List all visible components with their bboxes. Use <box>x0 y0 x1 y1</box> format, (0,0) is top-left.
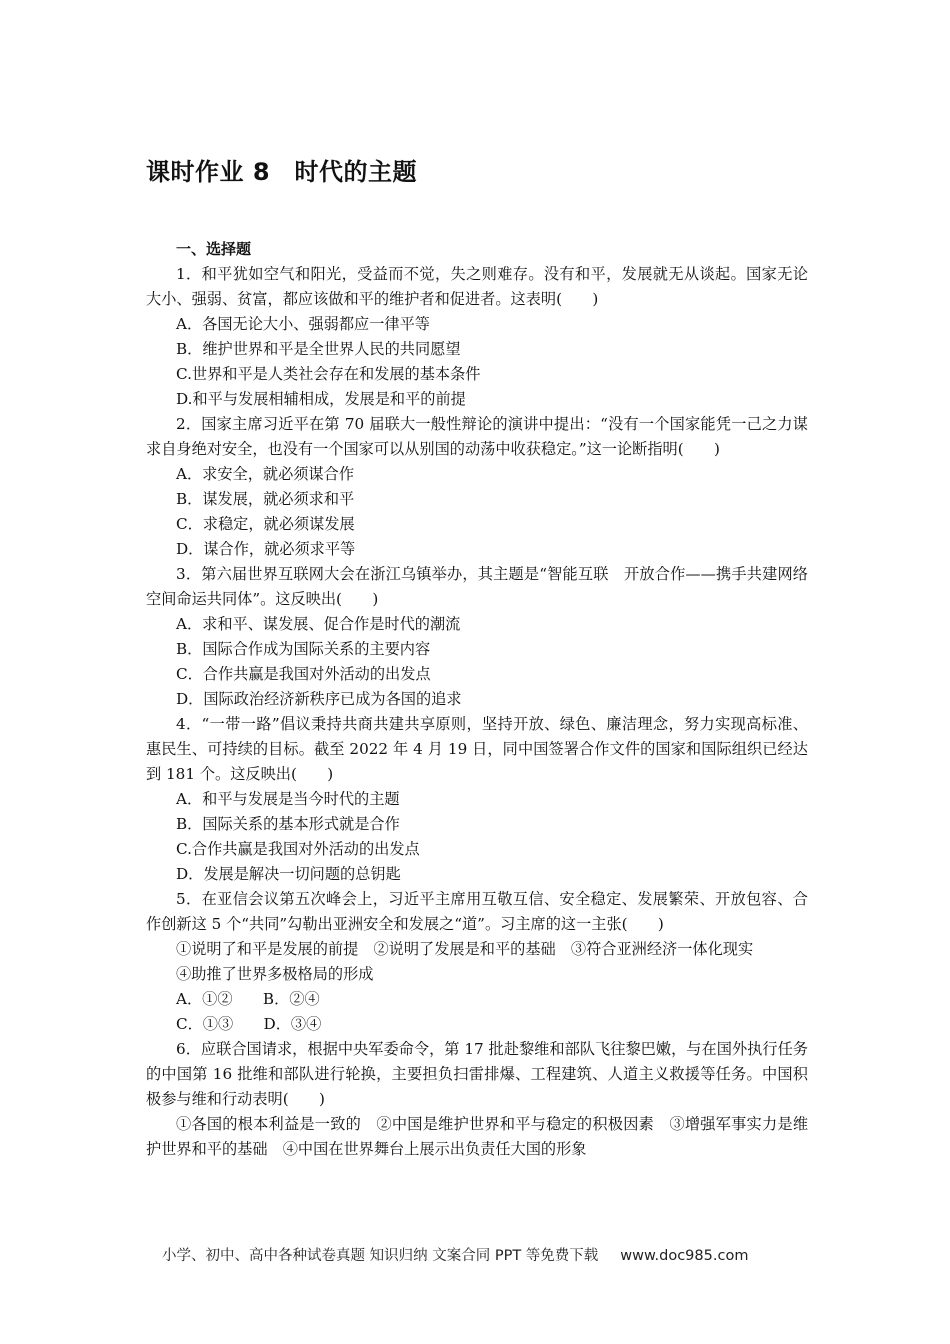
page-title: 课时作业 8 时代的主题 <box>146 158 418 186</box>
question-2 <box>146 412 808 562</box>
option-row-cd: C．①③ D．③④ <box>176 1015 322 1033</box>
statement-line: ④助推了世界多极格局的形成 <box>176 965 374 983</box>
option-a: A．和平与发展是当今时代的主题 <box>176 790 400 808</box>
question-list <box>146 237 808 1162</box>
option-b: B．维护世界和平是全世界人民的共同愿望 <box>176 340 461 358</box>
option-a: A．各国无论大小、强弱都应一律平等 <box>176 315 430 333</box>
statement-line: ①说明了和平是发展的前提 ②说明了发展是和平的基础 ③符合亚洲经济一体化现实 <box>176 940 754 958</box>
option-c: C.合作共赢是我国对外活动的出发点 <box>176 840 420 858</box>
option-b: B．谋发展，就必须求和平 <box>176 490 355 508</box>
option-c: C．合作共赢是我国对外活动的出发点 <box>176 665 431 683</box>
footer-text: 小学、初中、高中各种试卷真题 知识归纳 文案合同 PPT 等免费下载 <box>162 1248 599 1264</box>
question-stem: 5．在亚信会议第五次峰会上，习近平主席用互敬互信、安全稳定、发展繁荣、开放包容、合作创新这 5 个“共同”勾勒出亚洲安全和发展之“道”。习主席的这一主张( ) <box>146 890 808 933</box>
section-heading: 一、选择题 <box>176 240 252 258</box>
option-d: D.和平与发展相辅相成，发展是和平的前提 <box>176 390 466 408</box>
option-row-ab: A．①② B．②④ <box>176 990 320 1008</box>
option-d: D．国际政治经济新秩序已成为各国的追求 <box>176 690 462 708</box>
question-stem: 6．应联合国请求，根据中央军委命令，第 17 批赴黎维和部队飞往黎巴嫩，与在国外执行任务的中国第 16 批维和部队进行轮换，主要担负扫雷排爆、工程建筑、人道主义救援等任务。中国积极参与维和行动表明( ) <box>146 1040 808 1108</box>
option-c: C．求稳定，就必须谋发展 <box>176 515 355 533</box>
option-d: D．谋合作，就必须求平等 <box>176 540 356 558</box>
question-stem: 3．第六届世界互联网大会在浙江乌镇举办，其主题是“智能互联 开放合作——携手共建网络空间命运共同体”。这反映出( ) <box>146 565 808 608</box>
statement-line: ①各国的根本利益是一致的 ②中国是维护世界和平与稳定的积极因素 ③增强军事实力是维护世界和平的基础 ④中国在世界舞台上展示出负责任大国的形象 <box>146 1115 808 1158</box>
question-stem: 1．和平犹如空气和阳光，受益而不觉，失之则难存。没有和平，发展就无从谈起。国家无论大小、强弱、贫富，都应该做和平的维护者和促进者。这表明( ) <box>146 265 808 308</box>
question-6 <box>146 1037 808 1162</box>
question-stem: 2．国家主席习近平在第 70 届联大一般性辩论的演讲中提出：“没有一个国家能凭一己之力谋求自身绝对安全，也没有一个国家可以从别国的动荡中收获稳定。”这一论断指明( ) <box>146 415 808 458</box>
question-stem: 4．“一带一路”倡议秉持共商共建共享原则，坚持开放、绿色、廉洁理念，努力实现高标准、惠民生、可持续的目标。截至 2022 年 4 月 19 日，同中国签署合作文件的国家和国际组织已经达到 181 个。这反映出( ) <box>146 715 808 783</box>
option-b: B．国际关系的基本形式就是合作 <box>176 815 400 833</box>
question-1 <box>146 262 808 412</box>
option-a: A．求安全，就必须谋合作 <box>176 465 355 483</box>
option-c: C.世界和平是人类社会存在和发展的基本条件 <box>176 365 481 383</box>
question-3 <box>146 562 808 712</box>
option-b: B．国际合作成为国际关系的主要内容 <box>176 640 431 658</box>
question-5 <box>146 887 808 1037</box>
footer-url[interactable]: www.doc985.com <box>620 1248 749 1264</box>
option-d: D．发展是解决一切问题的总钥匙 <box>176 865 401 883</box>
option-a: A．求和平、谋发展、促合作是时代的潮流 <box>176 615 461 633</box>
question-4 <box>146 712 808 887</box>
footer <box>162 1244 748 1265</box>
